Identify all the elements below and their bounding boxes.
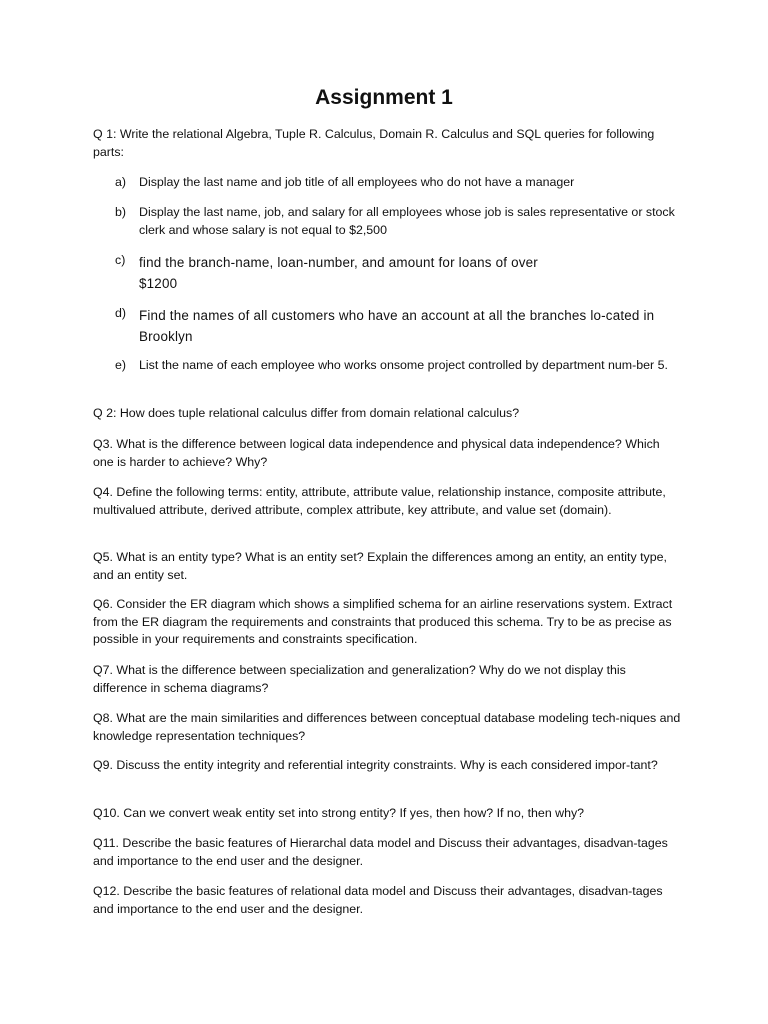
- part-label: e): [115, 358, 127, 372]
- part-text: Display the last name, job, and salary for all employees whose job is sales representative or stock clerk and whose salary is not equal to $2,500: [139, 205, 675, 237]
- question-6: Q6. Consider the ER diagram which shows a simplified schema for an airline reservations system. Extract from the ER diagram the requirements and constraints that produced this schema. Try to be as precise as possible in your requirements and constraints specification.: [93, 597, 673, 646]
- question-5: Q5. What is an entity type? What is an entity set? Explain the differences among an entity, an entity type, and an entity set.: [93, 550, 667, 582]
- q1-part-a: [115, 174, 685, 192]
- part-text: Display the last name and job title of all employees who do not have a manager: [139, 175, 575, 189]
- question-3: Q3. What is the difference between logical data independence and physical data independence? Which one is harder to achieve? Why?: [93, 437, 660, 469]
- question-9: Q9. Discuss the entity integrity and referential integrity constraints. Why is each considered impor-tant?: [93, 758, 658, 772]
- part-label: a): [115, 175, 127, 189]
- part-text: find the branch-name, loan-number, and amount for loans of over $1200: [139, 255, 538, 291]
- part-text: Find the names of all customers who have an account at all the branches lo-cated in Brooklyn: [139, 308, 655, 344]
- question-1: Q 1: Write the relational Algebra, Tuple R. Calculus, Domain R. Calculus and SQL queries for following parts:: [93, 127, 655, 159]
- part-label: c): [115, 253, 126, 267]
- question-12: Q12. Describe the basic features of relational data model and Discuss their advantages, disadvan-tages and importance to the end user and the designer.: [93, 884, 663, 916]
- question-8: Q8. What are the main similarities and differences between conceptual database modeling tech-niques and knowledge representation techniques?: [93, 711, 681, 743]
- page-title: Assignment 1: [315, 86, 453, 109]
- part-label: b): [115, 205, 127, 219]
- q1-part-c: [115, 252, 575, 294]
- part-label: d): [115, 306, 127, 320]
- question-11: Q11. Describe the basic features of Hierarchal data model and Discuss their advantages, disadvan-tages and importance to the end user and the designer.: [93, 836, 668, 868]
- question-2: Q 2: How does tuple relational calculus differ from domain relational calculus?: [93, 406, 520, 420]
- question-4: Q4. Define the following terms: entity, attribute, attribute value, relationship instance, composite attribute, multivalued attribute, derived attribute, complex attribute, key attribute, and value set (domain).: [93, 485, 666, 517]
- question-10: Q10. Can we convert weak entity set into strong entity? If yes, then how? If no, then why?: [93, 806, 585, 820]
- q1-part-b: [115, 204, 685, 239]
- q1-part-d: [115, 305, 655, 347]
- question-7: Q7. What is the difference between specialization and generalization? Why do we not display this difference in schema diagrams?: [93, 663, 626, 695]
- part-text: List the name of each employee who works onsome project controlled by department num-ber 5.: [139, 358, 668, 372]
- q1-part-e: [115, 357, 685, 375]
